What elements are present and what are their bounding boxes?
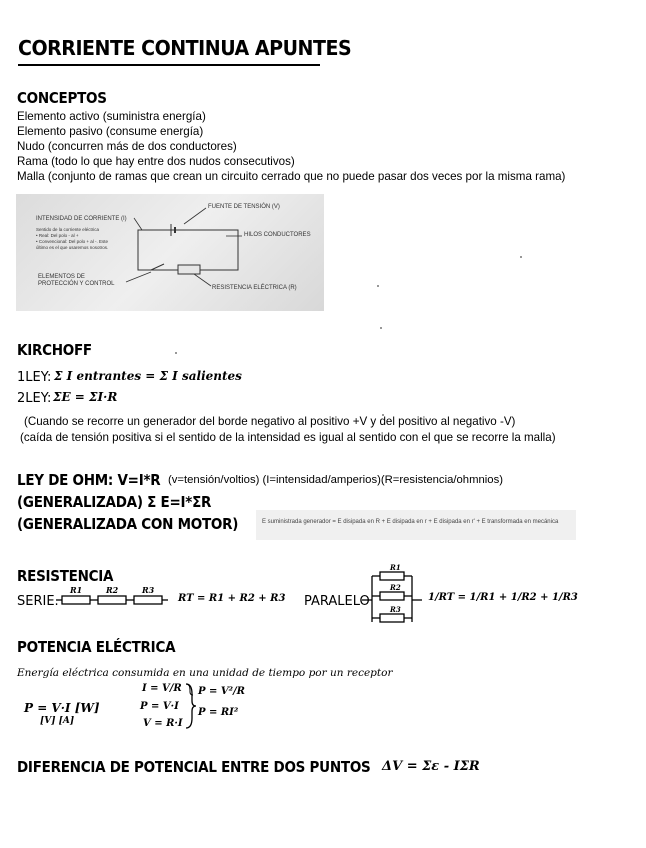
conceptos-heading: CONCEPTOS — [17, 89, 107, 107]
brace-drawing — [184, 682, 198, 730]
paralelo-r2-label: R2 — [390, 583, 401, 592]
title-underline — [18, 64, 320, 66]
motor-formula-image — [256, 510, 576, 540]
hilos-label: HILOS CONDUCTORES — [244, 232, 311, 238]
speck — [377, 285, 379, 287]
concepto-line: Malla (conjunto de ramas que crean un circuito cerrado que no puede pasar dos veces por la misma rama) — [17, 170, 566, 183]
diferencia-formula: ΔV = Σε - IΣR — [382, 759, 480, 774]
concepto-line: Elemento pasivo (consume energía) — [17, 125, 204, 138]
sentido-note: • Convencional: Del polo + al -. Este — [36, 239, 108, 244]
page-title: CORRIENTE CONTINUA APUNTES — [18, 36, 352, 60]
speck — [380, 327, 382, 329]
paralelo-label: PARALELO — [304, 594, 370, 609]
paralelo-formula: 1/RT = 1/R1 + 1/R2 + 1/R3 — [428, 592, 578, 603]
ohm-heading: LEY DE OHM: V=I*R — [17, 471, 161, 489]
potencia-main-units: [V] [A] — [40, 716, 75, 726]
speck — [520, 256, 522, 258]
ley2-label: 2LEY: — [17, 391, 52, 406]
potencia-res2: P = RI² — [198, 707, 239, 718]
motor-formula: E suministrada generador = E disipada en R + E disipada en r + E disipada en r' + E transformada en mecánica — [262, 519, 559, 525]
ley1-formula: Σ I entrantes = Σ I salientes — [54, 369, 242, 383]
circuit-drawing — [16, 194, 324, 311]
serie-label: SERIE. — [17, 594, 59, 609]
paralelo-circuit-drawing — [362, 566, 422, 628]
ley2-formula: ΣE = ΣI·R — [53, 390, 118, 404]
potencia-heading: POTENCIA ELÉCTRICA — [17, 638, 176, 656]
paralelo-r1-label: R1 — [390, 563, 401, 572]
ohm-motor-label: (GENERALIZADA CON MOTOR) — [17, 515, 239, 533]
concepto-line: Rama (todo lo que hay entre dos nudos consecutivos) — [17, 155, 295, 168]
serie-r3-label: R3 — [142, 585, 155, 595]
paralelo-r3-label: R3 — [390, 605, 401, 614]
potencia-res1: P = V²/R — [198, 686, 245, 697]
elementos-label: ELEMENTOS DE — [38, 274, 85, 280]
sentido-note: • Real: Del polo - al + — [36, 233, 79, 238]
intensidad-label: INTENSIDAD DE CORRIENTE (I) — [36, 216, 127, 222]
circuit-diagram-photo — [16, 194, 324, 311]
concepto-line: Nudo (concurren más de dos conductores) — [17, 140, 237, 153]
concepto-line: Elemento activo (suministra energía) — [17, 110, 206, 123]
resistencia-label: RESISTENCIA ELÉCTRICA (R) — [212, 285, 297, 291]
potencia-sub1: I = V/R — [142, 683, 182, 694]
serie-formula: RT = R1 + R2 + R3 — [178, 593, 286, 604]
sentido-note: Sentido de la corriente eléctrica — [36, 227, 100, 232]
diferencia-heading: DIFERENCIA DE POTENCIAL ENTRE DOS PUNTOS — [17, 758, 371, 776]
ohm-generalizada: (GENERALIZADA) Σ E=I*ΣR — [17, 493, 212, 511]
speck — [175, 352, 177, 354]
kirchoff-note: (Cuando se recorre un generador del borde negativo al positivo +V y del positivo al negativo -V) — [24, 415, 516, 428]
ohm-units: (v=tensión/voltios) (I=intensidad/amperios)(R=resistencia/ohmnios) — [168, 474, 503, 486]
kirchoff-note: (caída de tensión positiva si el sentido de la intensidad es igual al sentido con el que se recorre la malla) — [20, 431, 556, 444]
elementos-label: PROTECCIÓN Y CONTROL — [38, 281, 115, 287]
potencia-main-formula: P = V·I [W] — [24, 701, 100, 715]
serie-r1-label: R1 — [70, 585, 83, 595]
resistencia-heading: RESISTENCIA — [17, 567, 114, 585]
sentido-note: último es el que usaremos nosotros. — [36, 245, 109, 250]
potencia-sub3: V = R·I — [143, 718, 183, 729]
kirchoff-heading: KIRCHOFF — [17, 341, 92, 359]
ley1-label: 1LEY: — [17, 370, 52, 385]
fuente-label: FUENTE DE TENSIÓN (V) — [208, 204, 280, 210]
serie-r2-label: R2 — [106, 585, 119, 595]
potencia-sub2: P = V·I — [140, 701, 179, 712]
potencia-description: Energía eléctrica consumida en una unidad de tiempo por un receptor — [17, 667, 393, 679]
